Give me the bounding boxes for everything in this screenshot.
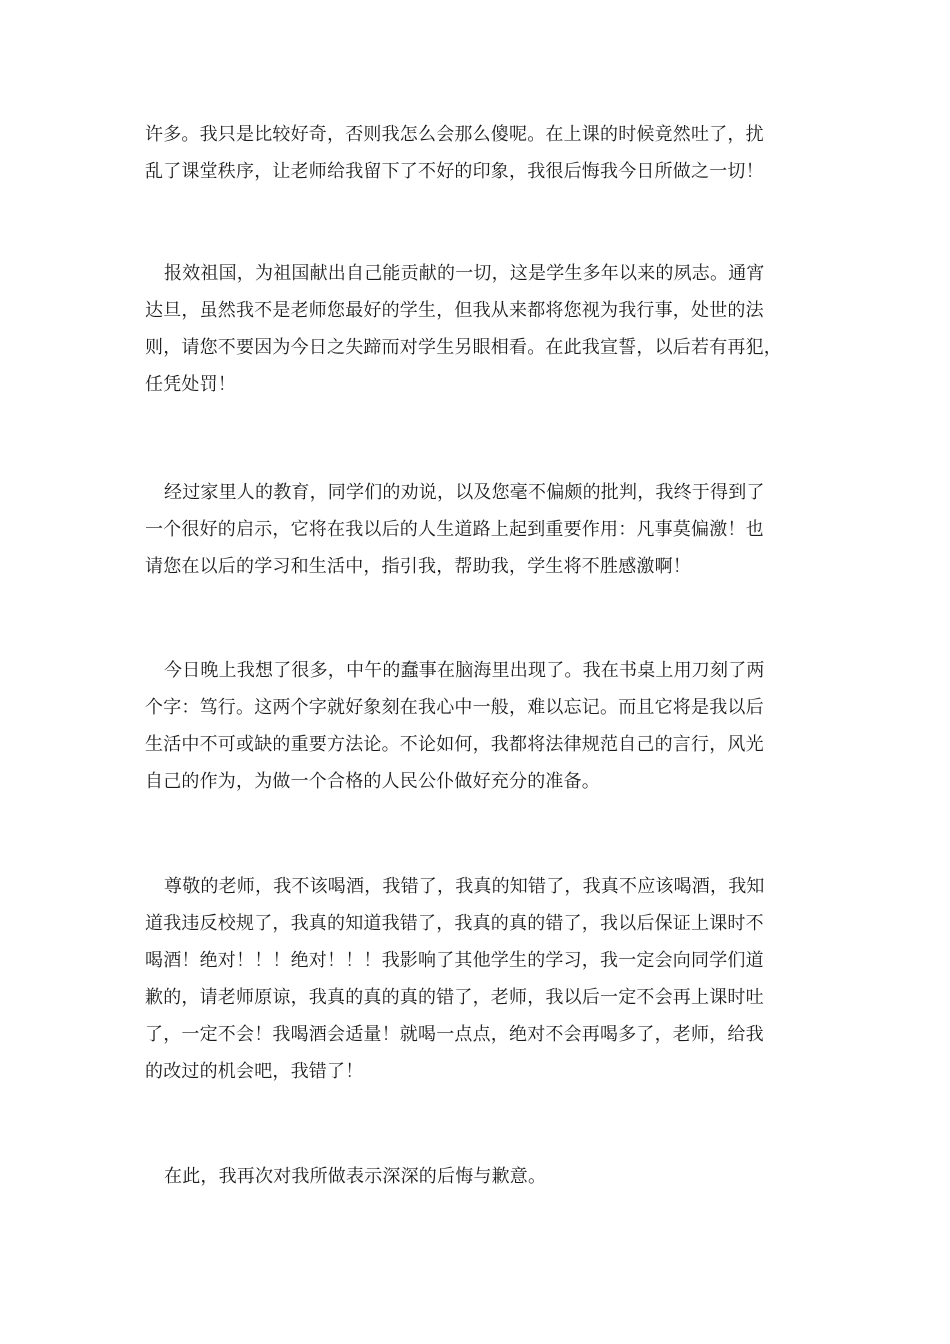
text-line: 达旦，虽然我不是老师您最好的学生，但我从来都将您视为我行事，处世的法: [145, 300, 764, 321]
text-line: 喝酒！绝对！！！绝对！！！我影响了其他学生的学习，我一定会向同学们道: [145, 950, 764, 971]
paragraph-3: [145, 474, 810, 585]
text-line: 报效祖国，为祖国献出自己能贡献的一切，这是学生多年以来的夙志。通宵: [164, 263, 765, 284]
text-line: 请您在以后的学习和生活中，指引我，帮助我，学生将不胜感激啊！: [145, 556, 691, 577]
text-line: 了，一定不会！我喝酒会适量！就喝一点点，绝对不会再喝多了，老师，给我: [145, 1024, 764, 1045]
text-line: 生活中不可或缺的重要方法论。不论如何，我都将法律规范自己的言行，风光: [145, 734, 764, 755]
text-line: 则，请您不要因为今日之失蹄而对学生另眼相看。在此我宣誓，以后若有再犯，: [145, 337, 782, 358]
text-line: 个字：笃行。这两个字就好象刻在我心中一般，难以忘记。而且它将是我以后: [145, 697, 764, 718]
paragraph-4: [145, 652, 810, 800]
text-line: 道我违反校规了，我真的知道我错了，我真的真的错了，我以后保证上课时不: [145, 913, 764, 934]
text-line: 乱了课堂秩序，让老师给我留下了不好的印象，我很后悔我今日所做之一切！: [145, 161, 764, 182]
text-line: 在此，我再次对我所做表示深深的后悔与歉意。: [164, 1166, 547, 1187]
text-line: 经过家里人的教育，同学们的劝说，以及您毫不偏颇的批判，我终于得到了: [164, 482, 765, 503]
text-line: 任凭处罚！: [145, 374, 236, 395]
paragraph-5: [145, 868, 810, 1090]
text-line: 一个很好的启示，它将在我以后的人生道路上起到重要作用：凡事莫偏激！也: [145, 519, 764, 540]
text-line: 尊敬的老师，我不该喝酒，我错了，我真的知错了，我真不应该喝酒，我知: [164, 876, 765, 897]
paragraph-6: [145, 1158, 810, 1195]
text-line: 许多。我只是比较好奇，否则我怎么会那么傻呢。在上课的时候竟然吐了，扰: [145, 124, 764, 145]
text-line: 的改过的机会吧，我错了！: [145, 1061, 364, 1082]
text-line: 歉的，请老师原谅，我真的真的真的错了，老师，我以后一定不会再上课时吐: [145, 987, 764, 1008]
text-line: 今日晚上我想了很多，中午的蠢事在脑海里出现了。我在书桌上用刀刻了两: [164, 660, 765, 681]
text-line: 自己的作为，为做一个合格的人民公仆做好充分的准备。: [145, 771, 600, 792]
paragraph-1: [145, 116, 810, 190]
paragraph-2: [145, 255, 810, 403]
